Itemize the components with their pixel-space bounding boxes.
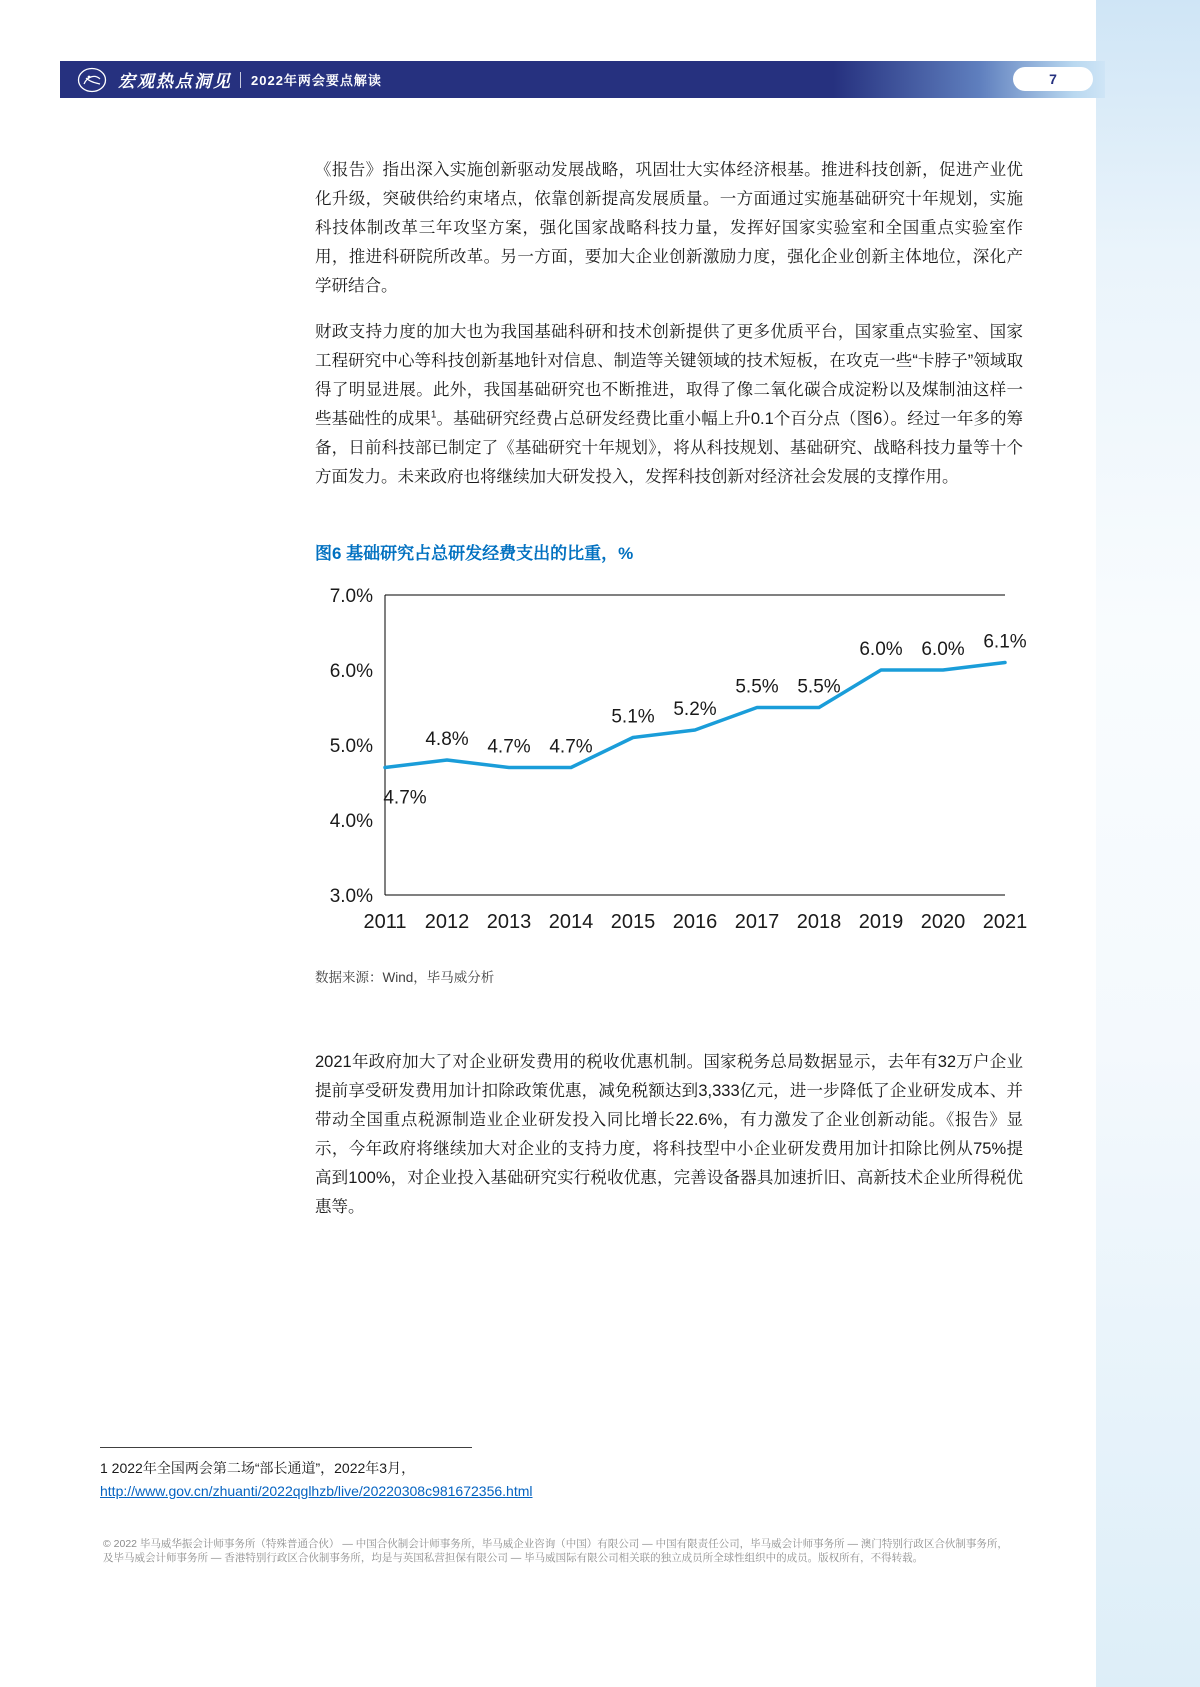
header-brand: 宏观热点洞见 xyxy=(118,72,232,91)
paragraph-fiscal-support xyxy=(315,318,1023,492)
svg-text:7.0%: 7.0% xyxy=(329,586,373,607)
svg-text:4.8%: 4.8% xyxy=(425,729,469,750)
paragraph-tax-incentives: 2021年政府加大了对企业研发费用的税收优惠机制。国家税务总局数据显示，去年有32万户企业提前享受研发费用加计扣除政策优惠，减免税额达到3,333亿元，进一步降低了企业研发成本、并带动全国重点税源制造业企业研发投入同比增长22.6%，有力激发了企业创新动能。《报告》显示，今年政府将继续加大对企业的支持力度，将科技型中小企业研发费用加计扣除比例从75%提高到100%，对企业投入基础研究实行税收优惠，完善设备器具加速折旧、高新技术企业所得税优惠等。 xyxy=(315,1053,1023,1216)
paragraph-innovation-strategy: 《报告》指出深入实施创新驱动发展战略，巩固壮大实体经济根基。推进科技创新，促进产业优化升级，突破供给约束堵点，依靠创新提高发展质量。一方面通过实施基础研究十年规划，实施科技体制改革三年攻坚方案，强化国家战略科技力量，发挥好国家实验室和全国重点实验室作用，推进科研院所改革。另一方面，要加大企业创新激励力度，强化企业创新主体地位，深化产学研结合。 xyxy=(315,161,1023,295)
chart-svg xyxy=(315,583,1028,935)
figure6-title: 图6 基础研究占总研发经费支出的比重，% xyxy=(315,544,634,563)
svg-text:5.2%: 5.2% xyxy=(673,699,717,720)
legal-footer-line1: © 2022 毕马威华振会计师事务所（特殊普通合伙） — 中国合伙制会计师事务所，毕马威企业咨询（中国）有限公司 — 中国有限责任公司，毕马威会计师事务所 — 澳门特别行政区合伙制事务所， xyxy=(103,1538,1008,1550)
svg-text:6.0%: 6.0% xyxy=(921,639,965,660)
svg-text:2011: 2011 xyxy=(363,911,407,933)
svg-text:4.7%: 4.7% xyxy=(383,787,427,809)
page-number: 7 xyxy=(1049,71,1057,87)
right-decor-band xyxy=(1096,0,1200,1687)
svg-text:5.5%: 5.5% xyxy=(735,676,779,698)
svg-text:5.0%: 5.0% xyxy=(329,736,373,757)
footnote-link[interactable]: http://www.gov.cn/zhuanti/2022qglhzb/live/20220308c981672356.html xyxy=(100,1483,533,1499)
footnote-text: 1 2022年全国两会第二场“部长通道”，2022年3月， xyxy=(100,1460,416,1476)
svg-text:2014: 2014 xyxy=(548,911,594,933)
svg-text:2013: 2013 xyxy=(486,911,532,933)
svg-text:2017: 2017 xyxy=(734,911,780,933)
paragraph-fiscal-support-text: 财政支持力度的加大也为我国基础科研和技术创新提供了更多优质平台，国家重点实验室、国家工程研究中心等科技创新基地针对信息、制造等关键领域的技术短板，在攻克一些“卡脖子”领域取得了明显进展。此外，我国基础研究也不断推进，取得了像二氧化碳合成淀粉以及煤制油这样一些基础性的成果 xyxy=(315,323,1023,428)
svg-text:2021: 2021 xyxy=(982,911,1028,933)
svg-text:6.1%: 6.1% xyxy=(983,631,1027,653)
header-subtitle: 2022年两会要点解读 xyxy=(251,73,382,88)
page-header xyxy=(60,61,1105,98)
svg-text:2019: 2019 xyxy=(858,911,904,933)
header-divider xyxy=(240,72,241,88)
footnote-divider xyxy=(100,1447,472,1448)
figure6-line-chart xyxy=(315,583,1028,935)
paragraph-fiscal-support-text2: 。基础研究经费占总研发经费比重小幅上升0.1个百分点（图6）。经过一年多的筹备，日前科技部已制定了《基础研究十年规划》，将从科技规划、基础研究、战略科技力量等十个方面发力。未来政府也将继续加大研发投入，发挥科技创新对经济社会发展的支撑作用。 xyxy=(315,410,1023,486)
svg-text:6.0%: 6.0% xyxy=(329,661,373,682)
kpmg-seal-logo-icon xyxy=(76,66,108,94)
legal-footer xyxy=(103,1537,1108,1565)
svg-text:2018: 2018 xyxy=(796,911,842,933)
svg-text:4.7%: 4.7% xyxy=(487,736,531,758)
svg-text:2016: 2016 xyxy=(672,911,718,933)
svg-text:2015: 2015 xyxy=(610,911,656,933)
svg-text:5.5%: 5.5% xyxy=(797,676,841,698)
page-number-badge xyxy=(1013,67,1093,91)
svg-text:6.0%: 6.0% xyxy=(859,639,903,660)
footnote xyxy=(100,1457,820,1503)
footnote-ref-1: 1 xyxy=(430,409,437,421)
svg-text:5.1%: 5.1% xyxy=(611,706,655,728)
legal-footer-line2: 及毕马威会计师事务所 — 香港特别行政区合伙制事务所，均是与英国私营担保有限公司 — 毕马威国际有限公司相关联的独立成员所全球性组织中的成员。版权所有，不得转载。 xyxy=(103,1552,924,1564)
chart-source: 数据来源：Wind，毕马威分析 xyxy=(315,970,495,985)
svg-text:2020: 2020 xyxy=(920,911,966,933)
svg-text:3.0%: 3.0% xyxy=(329,886,373,907)
svg-text:2012: 2012 xyxy=(424,911,470,933)
svg-text:4.0%: 4.0% xyxy=(329,811,373,832)
svg-text:4.7%: 4.7% xyxy=(549,736,593,758)
